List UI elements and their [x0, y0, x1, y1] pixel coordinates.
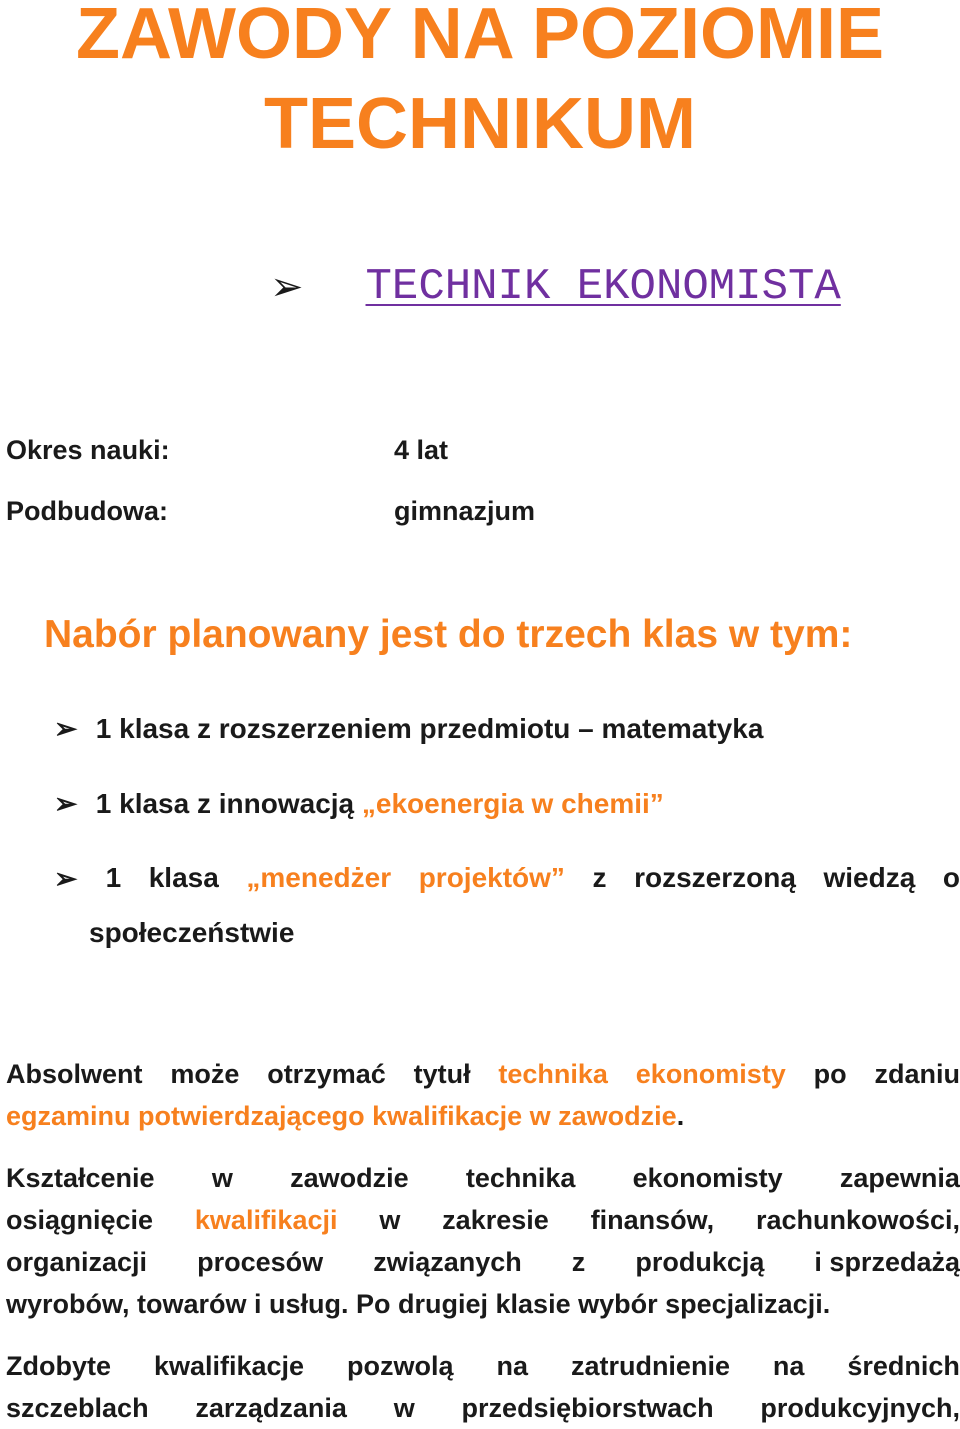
word: kwalifikacje	[153, 1351, 305, 1381]
word: w	[393, 1393, 415, 1423]
word: na	[496, 1351, 528, 1381]
ksztalcenie-line3	[6, 1241, 960, 1283]
ksztalcenie-line2	[6, 1199, 960, 1241]
word: Zdobyte	[6, 1351, 111, 1381]
podbudowa-label: Podbudowa:	[6, 496, 168, 526]
word: zdaniu	[874, 1059, 960, 1089]
page-title-line2: TECHNIKUM	[264, 84, 696, 164]
word: zapewnia	[839, 1163, 960, 1193]
word: rachunkowości,	[755, 1205, 960, 1235]
word: Kształcenie	[6, 1163, 155, 1193]
word: zakresie	[442, 1205, 549, 1235]
subtitle-row	[270, 262, 841, 312]
word: Absolwent	[6, 1059, 143, 1089]
list-item-highlight: „ekoenergia w chemii”	[361, 788, 664, 819]
absolwent-line2	[6, 1095, 684, 1137]
word: zawodzie	[290, 1163, 409, 1193]
exam-highlight: egzaminu potwierdzającego kwalifikacje w zawodzie	[6, 1101, 677, 1131]
word: produkcją	[635, 1247, 765, 1277]
ksztalcenie-line4: wyrobów, towarów i usług. Po drugiej klasie wybór specjalizacji.	[6, 1289, 831, 1319]
zdobyte-line1	[6, 1345, 960, 1387]
okres-value: 4 lat	[394, 435, 449, 465]
arrow-bullet-icon: ➢	[270, 265, 304, 309]
word: rozszerzoną	[634, 862, 796, 893]
list-item-continuation: społeczeństwie	[89, 917, 295, 948]
word: może	[170, 1059, 240, 1089]
list-item	[54, 787, 664, 820]
word: organizacji	[6, 1247, 148, 1277]
nabor-heading: Nabór planowany jest do trzech klas w tym:	[44, 613, 853, 656]
word-highlight: ekonomisty	[635, 1059, 786, 1089]
word: o	[942, 862, 960, 893]
ksztalcenie-line1	[6, 1157, 960, 1199]
absolwent-line1	[6, 1053, 960, 1095]
word: na	[772, 1351, 805, 1381]
word: i sprzedażą	[814, 1247, 960, 1277]
word: zatrudnienie	[570, 1351, 730, 1381]
word: w	[211, 1163, 233, 1193]
zdobyte-line2	[6, 1387, 960, 1429]
word: tytuł	[413, 1059, 471, 1089]
word: po	[813, 1059, 847, 1089]
list-item	[54, 862, 960, 895]
word: 1	[105, 862, 122, 893]
word: produkcyjnych,	[760, 1393, 960, 1423]
word: klasa	[148, 862, 219, 893]
okres-label: Okres nauki:	[6, 435, 170, 465]
word: szczeblach	[6, 1393, 149, 1423]
word: osiągnięcie	[6, 1205, 154, 1235]
word: pozwolą	[347, 1351, 454, 1381]
word-highlight: kwalifikacji	[194, 1205, 338, 1235]
word-highlight: technika	[498, 1059, 608, 1089]
subtitle-technik-ekonomista: TECHNIK EKONOMISTA	[365, 262, 841, 312]
arrow-bullet-icon: ➢	[54, 713, 78, 744]
arrow-bullet-icon: ➢	[54, 863, 78, 894]
word: technika	[465, 1163, 576, 1193]
word: z	[571, 1247, 586, 1277]
arrow-bullet-icon: ➢	[54, 788, 78, 819]
word: zarządzania	[195, 1393, 347, 1423]
word: wiedzą	[823, 862, 916, 893]
page-title-line1: ZAWODY NA POZIOMIE	[75, 0, 885, 74]
list-item-text: 1 klasa z rozszerzeniem przedmiotu – matematyka	[95, 713, 764, 744]
word: w	[379, 1205, 401, 1235]
podbudowa-value: gimnazjum	[394, 496, 536, 526]
word: z	[592, 862, 607, 893]
word: finansów,	[590, 1205, 715, 1235]
period: .	[676, 1101, 685, 1131]
word: przedsiębiorstwach	[461, 1393, 714, 1423]
word: otrzymać	[267, 1059, 386, 1089]
word: procesów	[197, 1247, 324, 1277]
list-item-text: 1 klasa z innowacją	[95, 788, 362, 819]
list-item	[54, 712, 763, 745]
word: ekonomisty	[632, 1163, 783, 1193]
word-highlight: „menedżer	[246, 862, 392, 893]
word-highlight: projektów”	[418, 862, 565, 893]
word: związanych	[373, 1247, 522, 1277]
word: średnich	[847, 1351, 960, 1381]
